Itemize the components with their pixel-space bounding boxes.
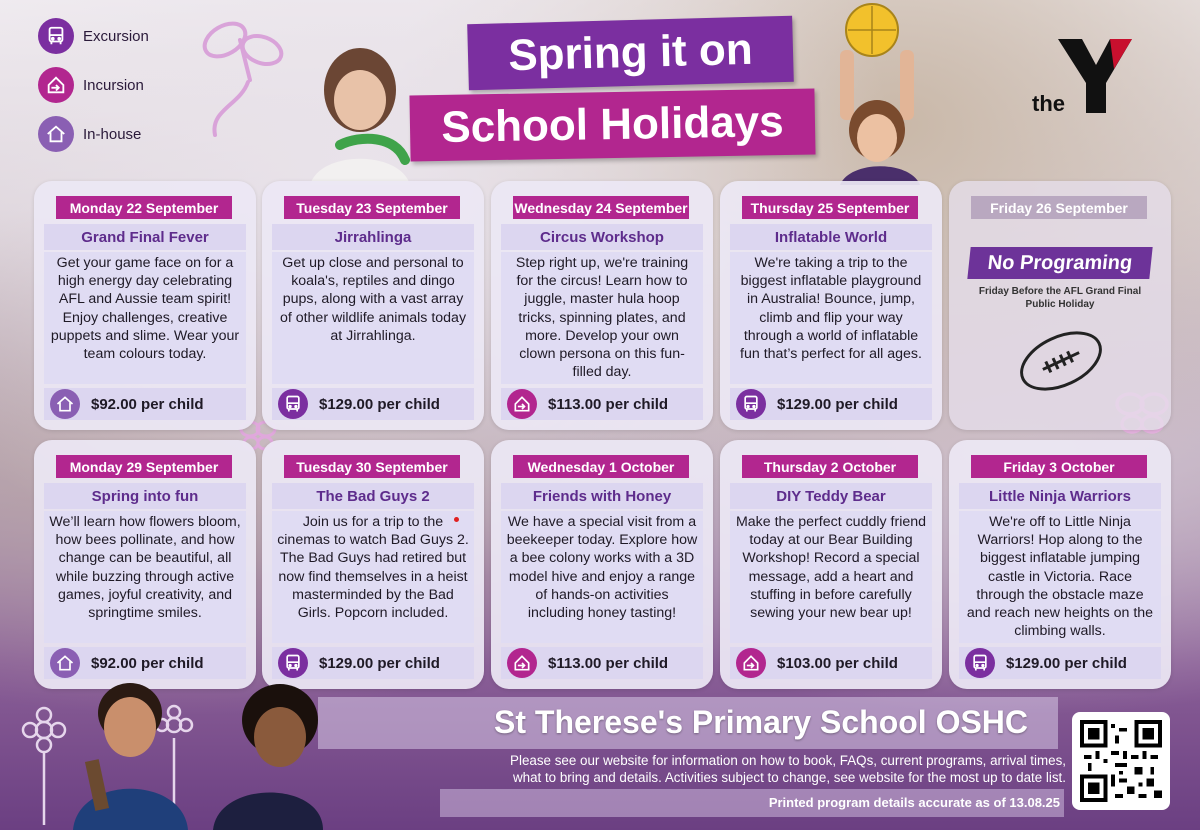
card-description: Make the perfect cuddly friend today at our Bear Building Workshop! Record a special message, add a heart and stuffing in before carefully sewing your new bear up! (730, 511, 932, 643)
price-text: $92.00 per child (91, 654, 204, 672)
card-date: Tuesday 30 September (284, 455, 460, 478)
legend (38, 18, 149, 165)
the-y-logo (1030, 35, 1140, 115)
legend-incursion (38, 67, 149, 103)
butterfly-icon (190, 10, 290, 140)
bus-icon (965, 648, 995, 678)
title-line1: Spring it on (467, 16, 794, 90)
qr-code-icon (1080, 720, 1162, 802)
legend-inhouse (38, 116, 149, 152)
day-card[interactable] (34, 440, 256, 689)
card-title: DIY Teddy Bear (730, 483, 932, 509)
arrow-in-icon (507, 389, 537, 419)
card-title: Circus Workshop (501, 224, 703, 250)
price-text: $129.00 per child (319, 654, 440, 672)
bus-icon (736, 389, 766, 419)
card-title: Friends with Honey (501, 483, 703, 509)
child-with-lizard-photo (300, 35, 410, 185)
card-price (730, 647, 932, 679)
card-title: Inflatable World (730, 224, 932, 250)
legend-label: Incursion (83, 76, 144, 94)
card-price (501, 647, 703, 679)
no-program-note: Friday Before the AFL Grand Final Public Holiday (978, 286, 1142, 310)
logo-text: the (1032, 91, 1065, 115)
bus-icon (38, 18, 74, 54)
day-card[interactable] (262, 440, 484, 689)
card-date: Tuesday 23 September (284, 196, 460, 219)
card-description: We're taking a trip to the biggest inflatable playground in Australia! Bounce, jump, climb and flip your way through a world of inflatable fun that’s perfect for all ages. (730, 252, 932, 384)
card-title: Jirrahlinga (272, 224, 474, 250)
card-date: Friday 26 September (971, 196, 1147, 219)
card-description: We're off to Little Ninja Warriors! Hop along to the biggest inflatable jumping castle in Victoria. Race through the obstacle maze and reach new heights on the climbing walls. (959, 511, 1161, 643)
card-date: Monday 29 September (56, 455, 232, 478)
card-price (501, 388, 703, 420)
price-text: $129.00 per child (777, 395, 898, 413)
price-text: $113.00 per child (548, 395, 669, 413)
card-description: Get up close and personal to koala's, reptiles and dingo pups, along with a vast array of other wildlife animals today at Jirrahlinga. (272, 252, 474, 384)
title-line2: School Holidays (409, 88, 815, 161)
price-text: $129.00 per child (1006, 654, 1127, 672)
day-card[interactable] (491, 181, 713, 430)
card-date: Wednesday 1 October (513, 455, 689, 478)
card-title: Grand Final Fever (44, 224, 246, 250)
day-card[interactable] (34, 181, 256, 430)
no-program-banner: No Programing (967, 247, 1152, 279)
footer-info (386, 752, 1066, 786)
card-title: The Bad Guys 2 (272, 483, 474, 509)
card-title: Little Ninja Warriors (959, 483, 1161, 509)
card-price (959, 647, 1161, 679)
school-name: St Therese's Primary School OSHC (494, 704, 1029, 740)
card-description: Step right up, we're training for the circus! Learn how to juggle, master hula hoop tricks, spinning plates, and more. Develop your own clown persona on this fun-filled day. (501, 252, 703, 384)
card-title: Spring into fun (44, 483, 246, 509)
accuracy-note: Printed program details accurate as of 13.08.25 (768, 795, 1060, 810)
day-card[interactable] (491, 440, 713, 689)
price-text: $113.00 per child (548, 654, 669, 672)
football-icon (1011, 321, 1111, 401)
day-card[interactable] (262, 181, 484, 430)
child-with-ball-photo (820, 0, 955, 185)
card-price (730, 388, 932, 420)
day-card[interactable] (720, 440, 942, 689)
children-photo (18, 665, 323, 830)
footer-info-line: Please see our website for information on how to book, FAQs, current programs, arrival times, (510, 753, 1066, 768)
day-card[interactable] (720, 181, 942, 430)
arrow-in-icon (38, 67, 74, 103)
card-description: Get your game face on for a high energy day celebrating AFL and Aussie team spirit! Enjoy challenges, creative puppets and slime. Wear your team colours today. (44, 252, 246, 384)
card-date: Wednesday 24 September (513, 196, 689, 219)
qr-code[interactable] (1072, 712, 1170, 810)
card-description: Join us for a trip to the cinemas to watch Bad Guys 2. The Bad Guys had retired but now find themselves in a heist masterminded by the Bad Girls. Popcorn included. (272, 511, 474, 643)
price-text: $129.00 per child (319, 395, 440, 413)
legend-label: Excursion (83, 27, 149, 45)
house-icon (50, 389, 80, 419)
price-text: $92.00 per child (91, 395, 204, 413)
card-date: Thursday 2 October (742, 455, 918, 478)
arrow-in-icon (736, 648, 766, 678)
card-description: We have a special visit from a beekeeper today. Explore how a bee colony works with a 3D model hive and enjoy a range of hands-on activities including honey tasting! (501, 511, 703, 643)
card-date: Friday 3 October (971, 455, 1147, 478)
day-card-no-program (949, 181, 1171, 430)
day-card[interactable] (949, 440, 1171, 689)
card-price (272, 388, 474, 420)
arrow-in-icon (507, 648, 537, 678)
legend-label: In-house (83, 125, 142, 143)
card-date: Thursday 25 September (742, 196, 918, 219)
footer-info-line: what to bring and details. Activities subject to change, see website for the most up to date list. (512, 770, 1066, 785)
price-text: $103.00 per child (777, 654, 898, 672)
marker-dot (454, 517, 459, 522)
legend-excursion (38, 18, 149, 54)
card-description: We’ll learn how flowers bloom, how bees pollinate, and how change can be beautiful, all while buzzing through active games, joyful creativity, and springtime smiles. (44, 511, 246, 643)
card-price (44, 388, 246, 420)
bus-icon (278, 389, 308, 419)
house-icon (38, 116, 74, 152)
card-date: Monday 22 September (56, 196, 232, 219)
